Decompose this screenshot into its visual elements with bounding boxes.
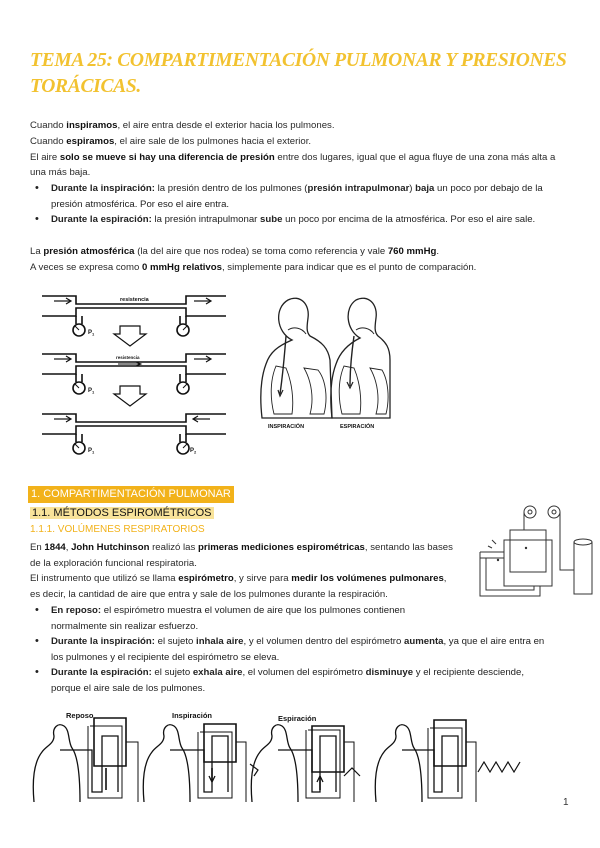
intro-line-3: El aire solo se mueve si hay una diferencia de presión entre dos lugares, igual que el agua fluye de una zona más alta a xyxy=(30,152,556,163)
svg-text:P1: $P_1$ xyxy=(88,448,95,455)
svg-text:P1: $P_1$ xyxy=(88,388,95,395)
list-item: • Durante la espiración: la presión intrapulmonar sube un poco por encima de la atmosférica. Por eso el aire sale. xyxy=(30,212,570,228)
list-item: • En reposo: el espirómetro muestra el volumen de aire que los pulmones contienen normalmente sin realizar esfuerzo. xyxy=(30,603,570,634)
hutch-line-2: de la exploración funcional respiratoria. xyxy=(30,558,197,569)
hutch-line-3: El instrumento que utilizó se llama espirómetro, y sirve para medir los volúmenes pulmonares, xyxy=(30,573,447,584)
espiracion-state-label: Espiración xyxy=(278,714,317,723)
resistencia-label: resistencia xyxy=(120,297,149,303)
svg-text:P2: $P_2$ xyxy=(190,448,197,455)
intro-line-1: Cuando inspiramos, el aire entra desde el exterior hacia los pulmones. xyxy=(30,120,335,131)
atm-line-2: A veces se expresa como 0 mmHg relativos, simplemente para indicar que es el punto de comparación. xyxy=(30,262,477,273)
inspiracion-state-label: Inspiración xyxy=(172,711,213,720)
spirometer-bullet-list xyxy=(30,603,570,697)
pressure-bullet-list xyxy=(30,181,570,228)
page-number: 1 xyxy=(563,797,569,808)
inspiracion-label: INSPIRACIÓN xyxy=(268,424,305,430)
intro-line-2: Cuando espiramos, el aire sale de los pulmones hacia el exterior. xyxy=(30,136,312,147)
page-title: TEMA 25: COMPARTIMENTACIÓN PULMONAR Y PRESIONES TORÁCICAS. xyxy=(30,50,567,97)
pressure-tubes-figure xyxy=(36,290,236,462)
section-heading-1-1: 1.1. MÉTODOS ESPIROMÉTRICOS xyxy=(32,507,212,519)
resistencia-label-mid: resistencia xyxy=(116,355,140,360)
hutch-line-1: En 1844, John Hutchinson realizó las primeras mediciones espirométricas, sentando las bases xyxy=(30,542,453,553)
list-item: • Durante la espiración: el sujeto exhala aire, el volumen del espirómetro disminuye y el recipiente desciende, porque el aire sale de los pulmones. xyxy=(30,665,570,696)
list-item: • Durante la inspiración: la presión dentro de los pulmones (presión intrapulmonar) baja un poco por debajo de la presión atmosférica. Por eso el aire entra. xyxy=(30,181,570,212)
intro-line-4: una más baja. xyxy=(30,167,91,178)
list-item: • Durante la inspiración: el sujeto inhala aire, y el volumen dentro del espirómetro aumenta, ya que el aire entra en los pulmones y el recipiente del espirómetro se eleva. xyxy=(30,634,570,665)
torso-pressure-figure xyxy=(252,290,392,440)
reposo-label: Reposo xyxy=(66,711,94,720)
section-heading-1: 1. COMPARTIMENTACIÓN PULMONAR xyxy=(28,486,234,503)
svg-text:P1: $P_1$ xyxy=(88,330,95,337)
atm-line-1: La presión atmosférica (la del aire que nos rodea) se toma como referencia y vale 760 mmHg. xyxy=(30,246,440,257)
hutch-line-4: es decir, la cantidad de aire que entra y sale de los pulmones durante la respiración. xyxy=(30,589,388,600)
section-heading-1-1-1: 1.1.1. VOLÚMENES RESPIRATORIOS xyxy=(30,524,205,535)
spirometry-states-figure xyxy=(32,706,524,802)
espiracion-label: ESPIRACIÓN xyxy=(340,424,375,430)
spirometer-device-figure xyxy=(470,500,600,604)
